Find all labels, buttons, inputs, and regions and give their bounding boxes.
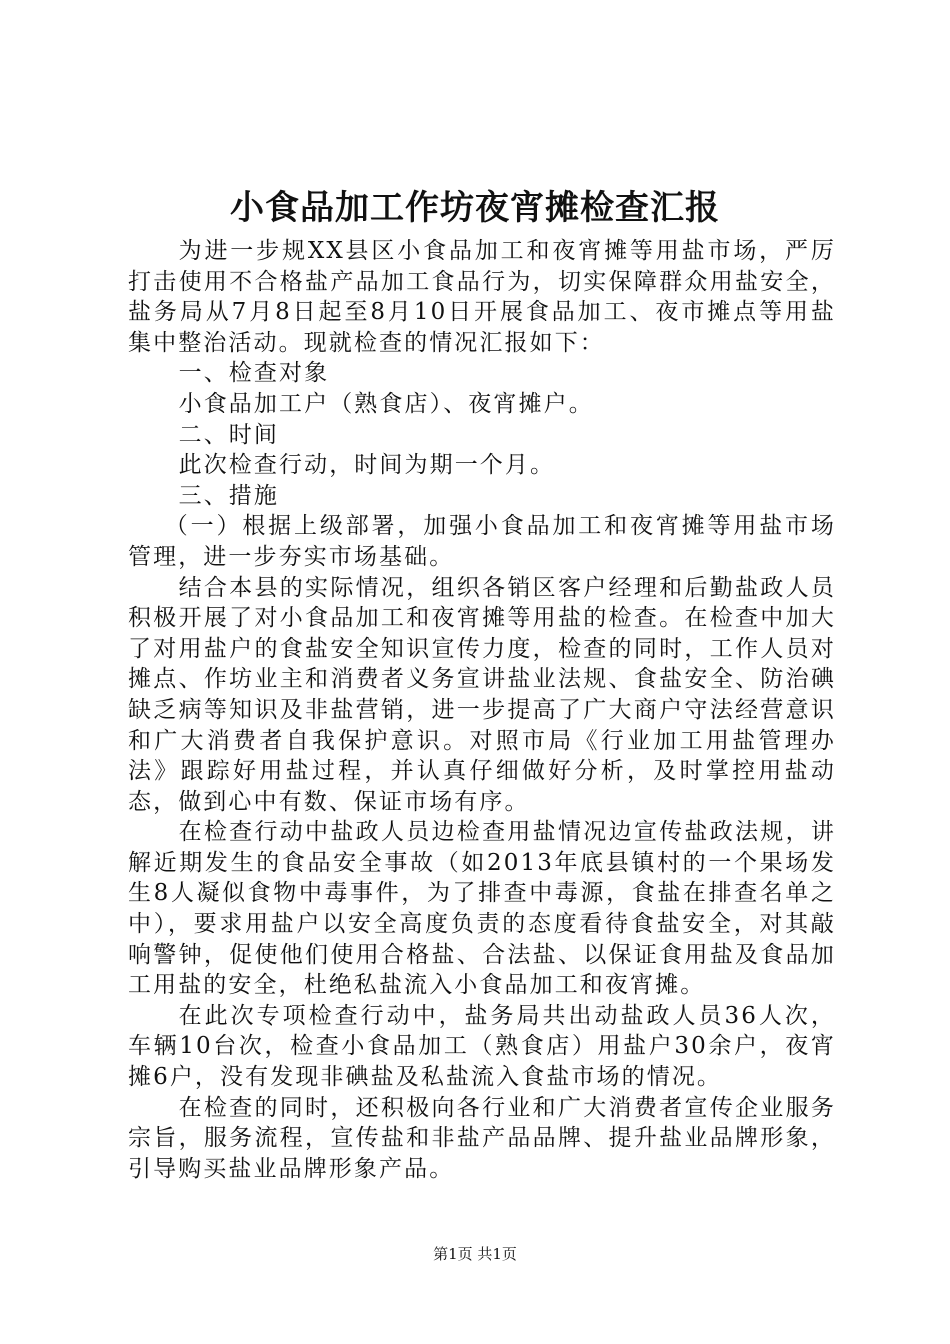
- document-title: 小食品加工作坊夜宵摊检查汇报: [230, 188, 720, 228]
- paragraph-target: 小食品加工户（熟食店）、夜宵摊户。: [178, 390, 594, 417]
- section-heading-time: 二、时间: [178, 421, 279, 448]
- paragraph-statistics: 在此次专项检查行动中，盐务局共出动盐政人员36人次，车辆10台次，检查小食品加工（熟食店）用盐户30余户，夜宵摊6户，没有发现非碘盐及私盐流入食盐市场的情况。: [128, 1002, 836, 1091]
- paragraph-time: 此次检查行动，时间为期一个月。: [178, 452, 556, 479]
- page-number-footer: 第1页 共1页: [433, 1245, 517, 1263]
- paragraph-intro: 为进一步规XX县区小食品加工和夜宵摊等用盐市场，严厉打击使用不合格盐产品加工食品行为，切实保障群众用盐安全，盐务局从7月8日起至8月10日开展食品加工、夜市摊点等用盐集中整治活动。现就检查的情况汇报如下：: [128, 238, 836, 356]
- section-heading-target: 一、检查对象: [178, 360, 330, 387]
- paragraph-measures-2: 在检查行动中盐政人员边检查用盐情况边宣传盐政法规，讲解近期发生的食品安全事故（如2013年底县镇村的一个果场发生8人凝似食物中毒事件，为了排查中毒源，食盐在排查名单之中），要求用盐户以安全高度负责的态度看待食盐安全，对其敲响警钟，促使他们使用合格盐、合法盐、以保证食用盐及食品加工用盐的安全，杜绝私盐流入小食品加工和夜宵摊。: [128, 819, 836, 999]
- paragraph-measures-1: 结合本县的实际情况，组织各销区客户经理和后勤盐政人员积极开展了对小食品加工和夜宵摊等用盐的检查。在检查中加大了对用盐户的食盐安全知识宣传力度，检查的同时，工作人员对摊点、作坊业主和消费者义务宣讲盐业法规、食盐安全、防治碘缺乏病等知识及非盐营销，进一步提高了广大商户守法经营意识和广大消费者自我保护意识。对照市局《行业加工用盐管理办法》跟踪好用盐过程，并认真仔细做好分析，及时掌控用盐动态，做到心中有数、保证市场有序。: [128, 574, 836, 815]
- paragraph-promotion: 在检查的同时，还积极向各行业和广大消费者宣传企业服务宗旨，服务流程，宣传盐和非盐产品品牌、提升盐业品牌形象，引导购买盐业品牌形象产品。: [128, 1094, 836, 1182]
- document-body: [128, 236, 836, 1184]
- subsection-heading-1: （一）根据上级部署，加强小食品加工和夜宵摊等用盐市场管理，进一步夯实市场基础。: [128, 513, 836, 570]
- section-heading-measures: 三、措施: [178, 482, 279, 509]
